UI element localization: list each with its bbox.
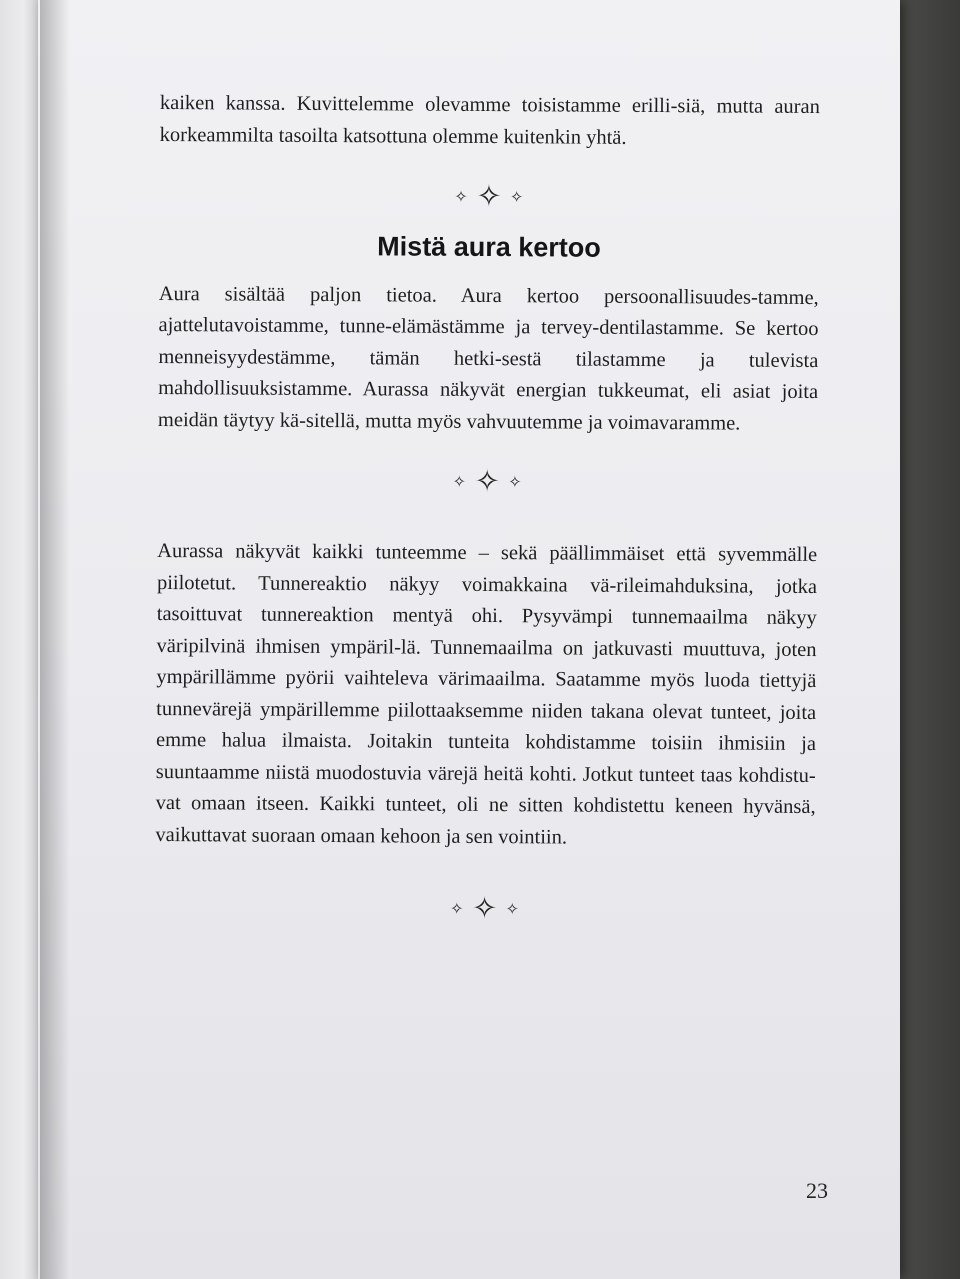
background-surface bbox=[890, 0, 960, 1279]
page-number: 23 bbox=[806, 1178, 828, 1203]
star-small-icon: ✧ bbox=[452, 472, 468, 492]
star-small-icon: ✧ bbox=[505, 899, 521, 919]
section-heading: Mistä aura kertoo bbox=[377, 231, 601, 263]
star-small-icon: ✧ bbox=[509, 187, 525, 207]
star-small-icon: ✧ bbox=[508, 472, 523, 492]
paragraph-aura-info: Aura sisältää paljon tietoa. Aura kertoo persoonallisuudes-tamme, ajattelutavoistamme, tunne-elämästämme ja tervey-dentilastamme. Se kertoo menneisyydestämme, tämän hetki-sestä tilastamme ja tulevista mahdollisuuksistamme. Aurassa näkyvät energian tukkeumat, eli asiat joita meidän täytyy kä-sitellä, mutta myös vahvuutemme ja voimavaramme. bbox=[157, 282, 819, 435]
paragraph-emotions: Aurassa näkyvät kaikki tunteemme – sekä päällimmäiset että syvemmälle piilotetut. Tunnereaktio näkyy voimakkaina vä-rileimahduksina, jotka tasoittuvat tunnereaktion mentyä ohi. Pysyvämpi tunnemaailma näkyy väripilvinä ihmisen ympäril-lä. Tunnemaailma on jatkuvasti muuttuva, joten ympärillämme pyörii vaihteleva värimaailma. Saatamme myös luoda tiettyjä tunnevärejä ympärillemme piilottaaksemme niiden takana olevat tunteet, joita emme halua ilmaista. Joitakin tunteita kohdistamme toisiin ihmisiin ja suuntaamme niistä muodostuvia värejä heitä kohti. Jotkut tunteet taas kohdistu-vat omaan itseen. Kaikki tunteet, oli ne sitten kohdistettu keneen hyvänsä, vaikuttavat suoraan omaan kehoon ja sen vointiin. bbox=[155, 539, 818, 849]
section-divider-ornament bbox=[158, 464, 818, 500]
opposite-page-edge bbox=[0, 0, 42, 1279]
paragraph-intro: kaiken kanssa. Kuvittelemme olevamme toisistamme erilli-siä, mutta auran korkeammilta tasoilta katsottuna olemme kuitenkin yhtä. bbox=[159, 91, 820, 149]
star-large-icon: ✧ bbox=[476, 179, 503, 215]
section-divider-ornament bbox=[155, 891, 815, 927]
page-text-block bbox=[155, 88, 820, 927]
star-small-icon: ✧ bbox=[449, 899, 465, 919]
star-large-icon: ✧ bbox=[474, 464, 501, 500]
star-large-icon: ✧ bbox=[471, 891, 499, 927]
section-divider-ornament bbox=[159, 179, 819, 215]
star-small-icon: ✧ bbox=[454, 187, 469, 207]
